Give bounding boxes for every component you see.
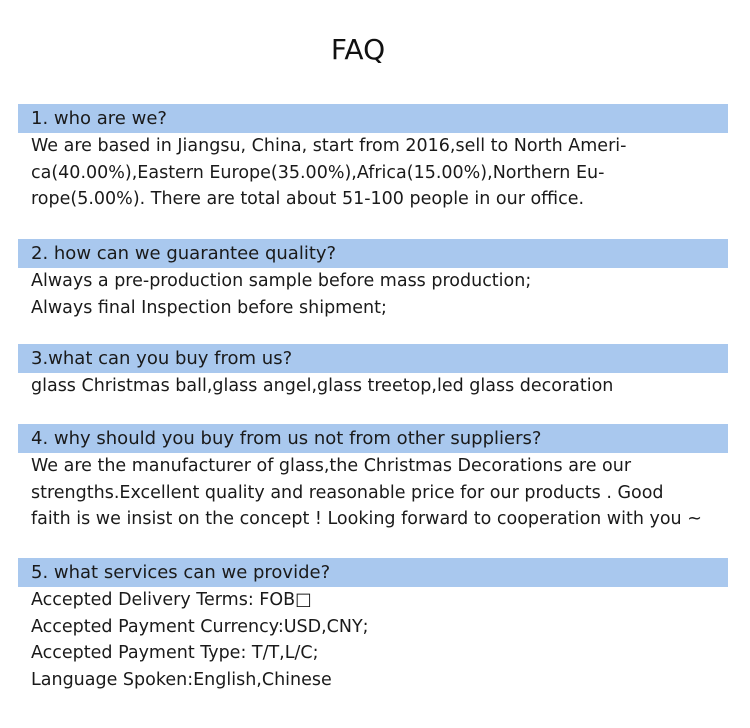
faq-question: 4. why should you buy from us not from other suppliers? xyxy=(18,424,728,453)
faq-answer xyxy=(18,133,728,213)
answer-line: Accepted Delivery Terms: FOB□ xyxy=(31,590,312,610)
faq-question: 2. how can we guarantee quality? xyxy=(18,239,728,268)
answer-line: glass Christmas ball,glass angel,glass treetop,led glass decoration xyxy=(31,376,614,396)
answer-line: Always a pre-production sample before mass production; xyxy=(31,271,532,291)
faq-question: 5. what services can we provide? xyxy=(18,558,728,587)
answer-line: rope(5.00%). There are total about 51-100 people in our office. xyxy=(31,189,585,209)
faq-item-products xyxy=(18,344,728,400)
faq-item-quality xyxy=(18,239,728,321)
answer-line: strengths.Excellent quality and reasonable price for our products . Good xyxy=(31,482,664,503)
faq-question: 3.what can you buy from us? xyxy=(18,344,728,373)
faq-answer xyxy=(18,587,728,693)
page-title: FAQ xyxy=(330,33,386,66)
answer-line: Accepted Payment Type: T/T,L/C; xyxy=(31,643,319,663)
answer-line: faith is we insist on the concept ! Looking forward to cooperation with you ~ xyxy=(31,509,702,529)
faq-question: 1. who are we? xyxy=(18,104,728,133)
answer-line: ca(40.00%),Eastern Europe(35.00%),Africa(15.00%),Northern Eu- xyxy=(31,162,605,183)
answer-line: Always final Inspection before shipment; xyxy=(31,297,387,318)
answer-line: We are based in Jiangsu, China, start from 2016,sell to North Ameri- xyxy=(31,136,627,156)
answer-line: We are the manufacturer of glass,the Christmas Decorations are our xyxy=(31,456,632,476)
answer-line: Accepted Payment Currency:USD,CNY; xyxy=(31,616,369,637)
faq-item-who-are-we xyxy=(18,104,728,213)
faq-answer xyxy=(18,453,728,533)
answer-line: Language Spoken:English,Chinese xyxy=(31,669,332,690)
faq-answer xyxy=(18,373,728,400)
faq-answer xyxy=(18,268,728,321)
faq-item-why-us xyxy=(18,424,728,533)
faq-item-services xyxy=(18,558,728,693)
